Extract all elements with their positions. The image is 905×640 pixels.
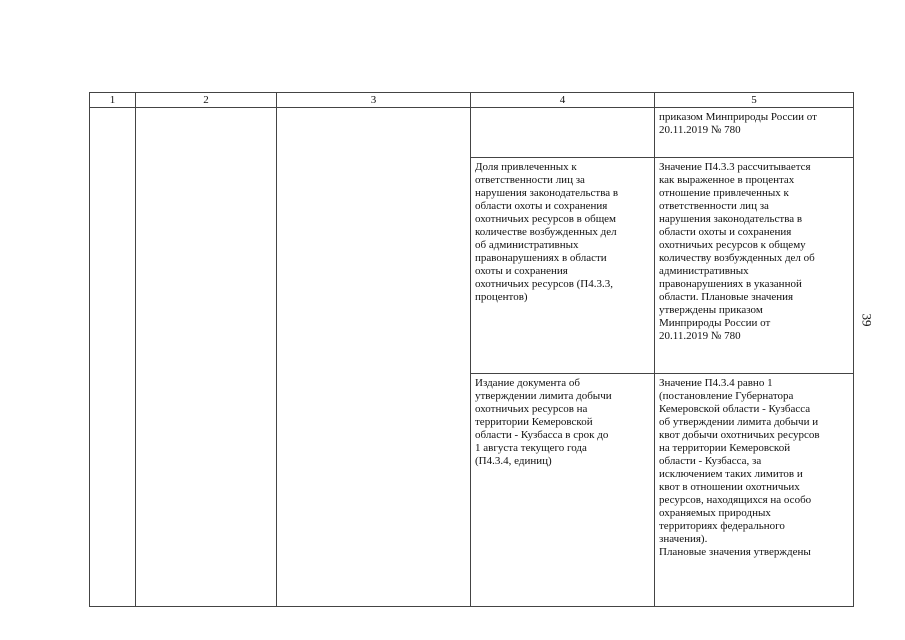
header-cell-3: 3 bbox=[277, 93, 471, 108]
cell-col2 bbox=[136, 108, 277, 607]
cell-text: Значение П4.3.3 рассчитывается как выраженное в процентах отношение привлеченных к ответственности лиц за нарушения законодательства в области охоты и сохранения охотничьих ресурсов к общему количеству возбужденных дел об административных правонарушениях в указанной области. Плановые значения утверждены приказом Минприроды России от 20.11.2019 № 780 bbox=[659, 161, 815, 342]
header-cell-5: 5 bbox=[655, 93, 854, 108]
cell-col5 bbox=[655, 108, 854, 158]
header-cell-1: 1 bbox=[90, 93, 136, 108]
cell-text: Доля привлеченных к ответственности лиц за нарушения законодательства в области охоты и сохранения охотничьих ресурсов в общем количестве возбужденных дел об административных правонарушениях в области охоты и сохранения охотничьих ресурсов (П4.3.3, процентов) bbox=[475, 161, 619, 303]
cell-col3 bbox=[277, 108, 471, 607]
document-table bbox=[89, 92, 854, 607]
cell-text: Издание документа об утверждении лимита добычи охотничьих ресурсов на территории Кемеровской области - Кузбасса в срок до 1 августа текущего года (П4.3.4, единиц) bbox=[475, 377, 612, 467]
header-row bbox=[90, 93, 854, 108]
cell-col4 bbox=[471, 374, 655, 607]
cell-col1 bbox=[90, 108, 136, 607]
cell-text: Значение П4.3.4 равно 1 (постановление Губернатора Кемеровской области - Кузбасса об утверждении лимита добычи и квот добычи охотничьих ресурсов на территории Кемеровской области - Кузбасса, за исключением таких лимитов и квот в отношении охотничьих ресурсов, находящихся на особо охраняемых природных территориях федерального значения). Плановые значения утверждены bbox=[659, 377, 820, 558]
cell-col4 bbox=[471, 108, 655, 158]
header-cell-2: 2 bbox=[136, 93, 277, 108]
cell-col4 bbox=[471, 158, 655, 374]
table-row bbox=[90, 108, 854, 158]
cell-text: приказом Минприроды России от 20.11.2019 № 780 bbox=[659, 111, 817, 136]
cell-col5 bbox=[655, 158, 854, 374]
header-cell-4: 4 bbox=[471, 93, 655, 108]
page-number: 39 bbox=[859, 313, 875, 327]
cell-col5 bbox=[655, 374, 854, 607]
